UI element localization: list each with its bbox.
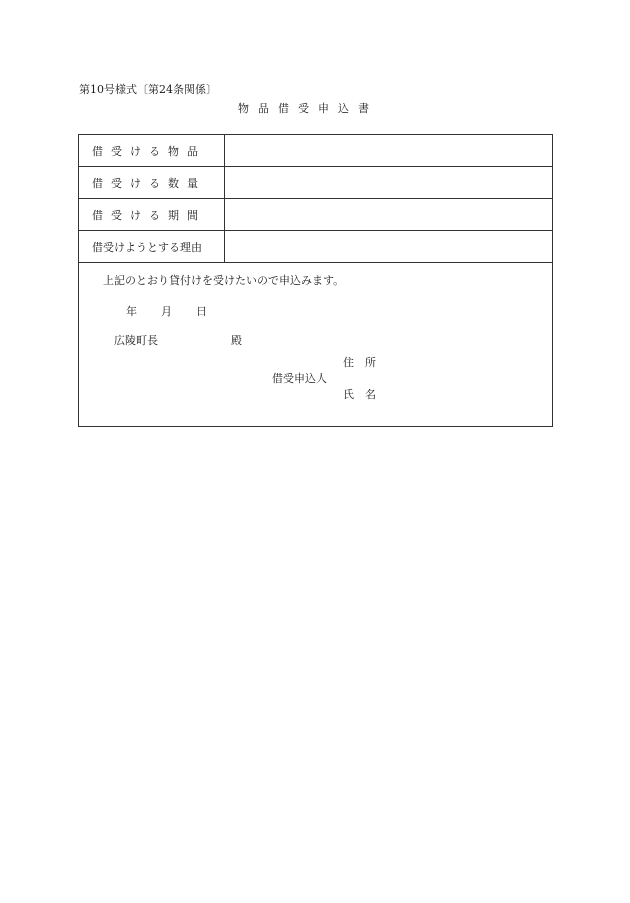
table-row-reason (79, 231, 552, 263)
row-label-item: 借受ける物品 (79, 135, 225, 166)
applicant-label: 借受申込人 (272, 372, 327, 385)
row-label-quantity: 借受ける数量 (79, 167, 225, 198)
row-label-period: 借受ける期間 (79, 199, 225, 230)
quantity-field[interactable] (225, 167, 552, 198)
document-title: 物品借受申込書 (238, 102, 378, 115)
date-day-label: 日 (196, 305, 207, 318)
date-month-label: 月 (161, 305, 172, 318)
table-row-period (79, 199, 552, 231)
address-label: 住 所 (343, 356, 376, 369)
table-row-quantity (79, 167, 552, 199)
addressee: 広陵町長 (114, 334, 158, 347)
period-field[interactable] (225, 199, 552, 230)
row-label-reason: 借受けようとする理由 (79, 231, 225, 262)
form-number: 第10号様式〔第24条関係〕 (79, 83, 217, 96)
name-label: 氏 名 (343, 388, 376, 401)
addressee-honorific: 殿 (231, 334, 242, 347)
date-year-label: 年 (126, 305, 137, 318)
item-field[interactable] (225, 135, 552, 166)
application-statement: 上記のとおり貸付けを受けたいので申込みます。 (103, 274, 345, 287)
application-form-table (78, 134, 553, 427)
reason-field[interactable] (225, 231, 552, 262)
table-row-item (79, 135, 552, 167)
